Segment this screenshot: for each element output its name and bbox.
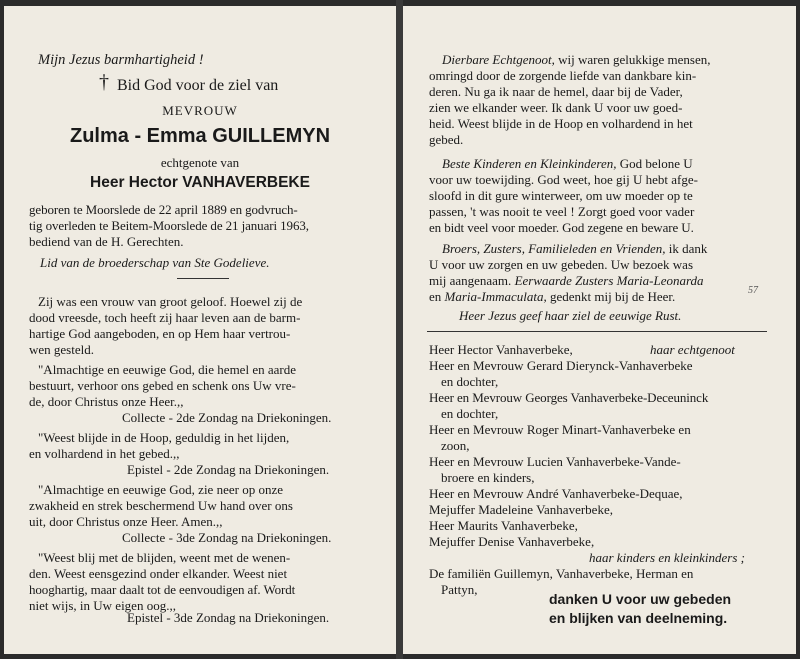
paragraph-line: U voor uw zorgen en uw gebeden. Uw bezoek was	[429, 257, 694, 272]
bio-line: geboren te Moorslede de 22 april 1889 en godvruch-	[29, 202, 298, 217]
paragraph-line: passen, 't was nooit te veel ! Zorgt goed voor vader	[429, 204, 695, 219]
divider	[177, 278, 229, 279]
handwritten-mark: 57	[748, 285, 758, 296]
paragraph-line: en bidt veel voor moeder. God zegene en beware U.	[429, 220, 694, 235]
paragraph-line: voor uw toewijding. God weet, hoe gij U hebt afge-	[429, 172, 698, 187]
children-paragraph-line	[442, 156, 693, 172]
prayer-line: zwakheid en strek beschermend Uw hand over ons	[29, 498, 293, 513]
salutation: Broers, Zusters, Familieleden en Vrienden,	[442, 241, 666, 256]
paragraph-text: wij waren gelukkige mensen,	[558, 52, 711, 67]
family-member: en dochter,	[441, 374, 499, 389]
family-member: en dochter,	[441, 406, 499, 421]
family-member: broere en kinders,	[441, 470, 535, 485]
family-member: Heer Hector Vanhaverbeke,	[429, 342, 573, 357]
family-member: Mejuffer Madeleine Vanhaverbeke,	[429, 502, 613, 517]
family-member: zoon,	[441, 438, 470, 453]
family-member: Pattyn,	[441, 582, 478, 597]
thanks-line: en blijken van deelneming.	[549, 610, 728, 626]
prayer-line: bestuurt, verhoor ons gebed en schenk ons Uw vre-	[29, 378, 296, 393]
paragraph-line: hartige God aangeboden, en op Hem haar vertrou-	[29, 326, 291, 341]
family-member: Heer en Mevrouw Gerard Dierynck-Vanhaverbeke	[429, 358, 693, 373]
paragraph-line: heid. Weest blijde in de Hoop en volhardend in het	[429, 116, 693, 131]
cross-icon: †	[99, 71, 109, 93]
paragraph-line: sloofd in dit gure winterweer, om uw moeder op te	[429, 188, 693, 203]
family-member: Heer en Mevrouw André Vanhaverbeke-Dequae,	[429, 486, 683, 501]
closing-prayer: Heer Jezus geef haar ziel de eeuwige Rust.	[459, 308, 682, 323]
bio-line: bediend van de H. Gerechten.	[29, 234, 184, 249]
paragraph-text: mij aangenaam.	[429, 273, 512, 288]
title-mevrouw: MEVROUW	[162, 103, 238, 118]
prayer-line: "Almachtige en eeuwige God, zie neer op onze	[38, 482, 283, 497]
family-member: Heer en Mevrouw Roger Minart-Vanhaverbeke en	[429, 422, 691, 437]
prayer-line: niet wijs, in Uw eigen oog.,,	[29, 598, 176, 613]
prayer-line: de, door Christus onze Heer.,,	[29, 394, 184, 409]
family-member: Heer en Mevrouw Georges Vanhaverbeke-Deceuninck	[429, 390, 709, 405]
paragraph-text: gedenkt mij bij de Heer.	[549, 289, 676, 304]
brotherhood-note: Lid van de broederschap van Ste Godelieve.	[40, 255, 270, 270]
prayer-source: Collecte - 3de Zondag na Driekoningen.	[122, 530, 332, 545]
prayer-heading: Bid God voor de ziel van	[117, 77, 279, 94]
paragraph-line: wen gesteld.	[29, 342, 94, 357]
salutation: Beste Kinderen en Kleinkinderen,	[442, 156, 617, 171]
spouse-name: Heer Hector VANHAVERBEKE	[90, 174, 310, 191]
prayer-source: Epistel - 2de Zondag na Driekoningen.	[127, 462, 330, 477]
prayer-line: hooghartig, maar daalt tot de eenvoudigen af. Wordt	[29, 582, 296, 597]
prayer-line: en volhardend in het gebed.,,	[29, 446, 180, 461]
sisters-names: Maria-Immaculata,	[444, 289, 547, 304]
prayer-line: "Almachtige en eeuwige God, die hemel en aarde	[38, 362, 296, 377]
paragraph-line	[429, 273, 704, 289]
left-page	[4, 6, 396, 654]
sisters-names: Eerwaarde Zusters Maria-Leonarda	[514, 273, 704, 288]
paragraph-line: gebed.	[429, 132, 464, 147]
right-page	[403, 6, 796, 654]
family-paragraph-line	[442, 241, 707, 257]
paragraph-line: zien we elkander weer. Ik dank U voor uw goed-	[429, 100, 683, 115]
family-member: Mejuffer Denise Vanhaverbeke,	[429, 534, 595, 549]
bio-line: tig overleden te Beitem-Moorslede de 21 januari 1963,	[29, 218, 309, 233]
relation-label: haar echtgenoot	[650, 342, 735, 357]
family-member: Heer Maurits Vanhaverbeke,	[429, 518, 578, 533]
prayer-line: "Weest blijde in de Hoop, geduldig in het lijden,	[38, 430, 290, 445]
paragraph-line: omringd door de zorgende liefde van dankbare kin-	[429, 68, 697, 83]
family-member: Heer en Mevrouw Lucien Vanhaverbeke-Vande-	[429, 454, 681, 469]
paragraph-text: God belone U	[619, 156, 693, 171]
prayer-source: Collecte - 2de Zondag na Driekoningen.	[122, 410, 332, 425]
paragraph-line	[429, 289, 675, 305]
prayer-line: den. Weest eensgezind onder elkander. Weest niet	[29, 566, 288, 581]
header-invocation: Mijn Jezus barmhartigheid !	[38, 52, 204, 68]
paragraph-line: dood vreesde, toch heeft zij haar leven aan de barm-	[29, 310, 301, 325]
paragraph-line: Zij was een vrouw van groot geloof. Hoewel zij de	[38, 294, 303, 309]
spouse-of-label: echtgenote van	[160, 155, 240, 170]
salutation: Dierbare Echtgenoot,	[442, 52, 555, 67]
prayer-line: uit, door Christus onze Heer. Amen.,,	[29, 514, 223, 529]
family-member: De familiën Guillemyn, Vanhaverbeke, Herman en	[429, 566, 694, 581]
spouse-paragraph-line	[442, 52, 710, 68]
deceased-name: Zulma - Emma GUILLEMYN	[69, 125, 331, 147]
prayer-line: "Weest blij met de blijden, weent met de wenen-	[38, 550, 291, 565]
paragraph-line: deren. Nu ga ik naar de hemel, daar bij de Vader,	[429, 84, 683, 99]
paragraph-text: en	[429, 289, 442, 304]
thanks-line: danken U voor uw gebeden	[549, 591, 732, 607]
page-fold	[396, 0, 403, 659]
prayer-source: Epistel - 3de Zondag na Driekoningen.	[127, 610, 330, 625]
paragraph-text: ik dank	[668, 241, 708, 256]
divider	[427, 331, 767, 332]
relation-label: haar kinders en kleinkinders ;	[589, 550, 745, 565]
